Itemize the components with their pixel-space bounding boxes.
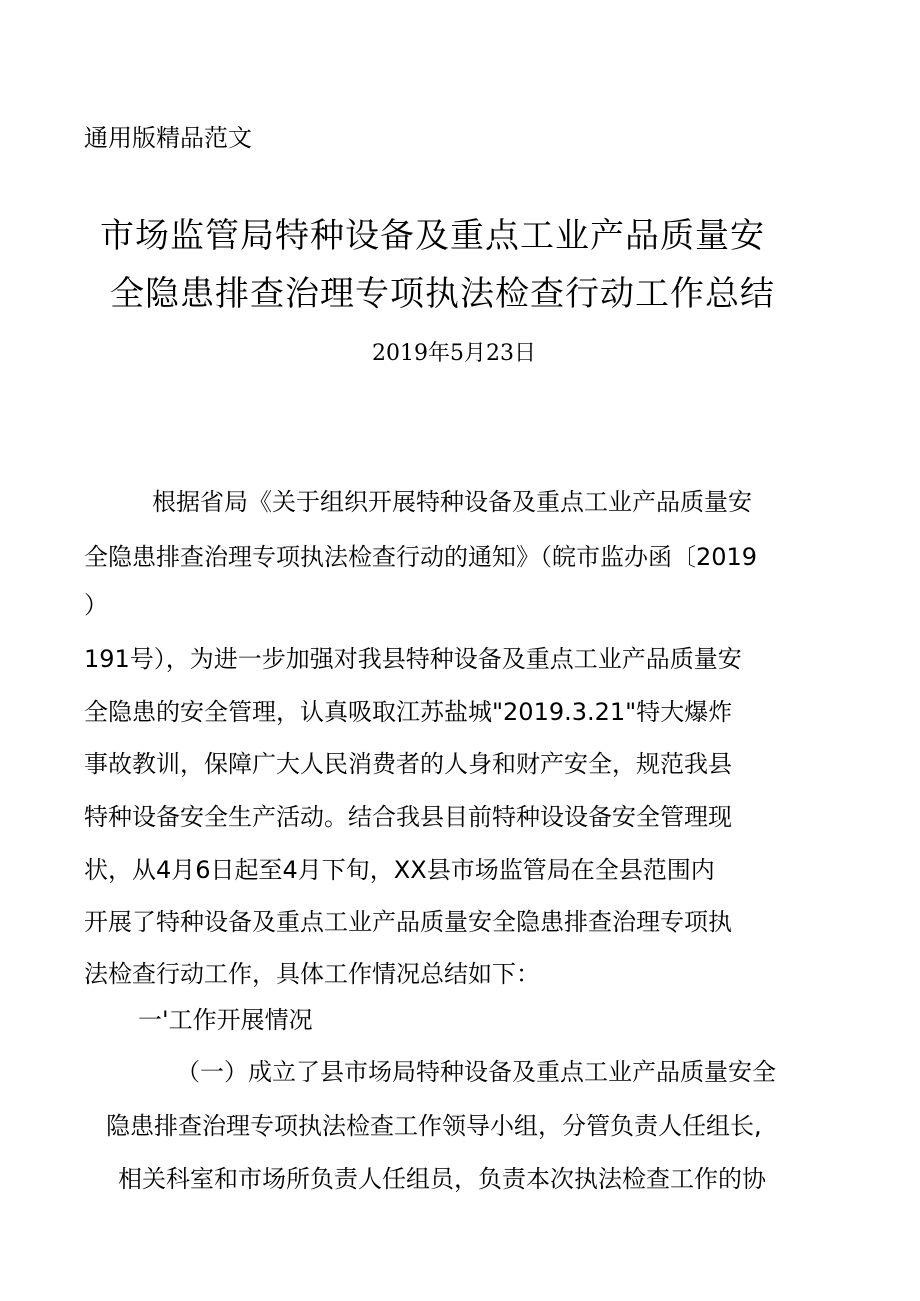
- body-line: 事故教训，保障广大人民消费者的人身和财产安全，规范我县: [84, 750, 732, 778]
- body-line: 相关科室和市场所负责人任组员，负责本次执法检查工作的协: [118, 1165, 766, 1193]
- body-line: 全隐患排查治理专项执法检查行动的通知》（皖市监办函〔2019: [84, 543, 758, 571]
- body-line: （一）成立了县市场局特种设备及重点工业产品质量安全: [176, 1058, 776, 1086]
- body-line: 状，从4月6日起至4月下旬，XX县市场监管局在全县范围内: [84, 856, 715, 884]
- body-line: 隐患排查治理专项执法检查工作领导小组，分管负责人任组长,: [106, 1112, 762, 1140]
- body-line: 法检查行动工作，具体工作情况总结如下：: [84, 960, 540, 988]
- body-line: 特种设备安全生产活动。结合我县目前特种设设备安全管理现: [84, 803, 732, 831]
- header-label: 通用版精品范文: [84, 124, 252, 152]
- body-line: 全隐患的安全管理，认真吸取江苏盐城"2019.3.21"特大爆炸: [84, 698, 733, 726]
- body-line: ）: [84, 591, 108, 619]
- body-line: 根据省局《关于组织开展特种设备及重点工业产品质量安: [152, 488, 752, 516]
- document-title-line-2: 全隐患排查治理专项执法检查行动工作总结: [110, 274, 775, 314]
- document-date: 2019年5月23日: [372, 341, 536, 366]
- body-line: 开展了特种设备及重点工业产品质量安全隐患排查治理专项执: [84, 908, 732, 936]
- section-heading: 一'工作开展情况: [138, 1006, 313, 1034]
- document-title-line-1: 市场监管局特种设备及重点工业产品质量安: [100, 216, 765, 256]
- body-line: 191号），为进一步加强对我县特种设备及重点工业产品质量安: [84, 645, 742, 673]
